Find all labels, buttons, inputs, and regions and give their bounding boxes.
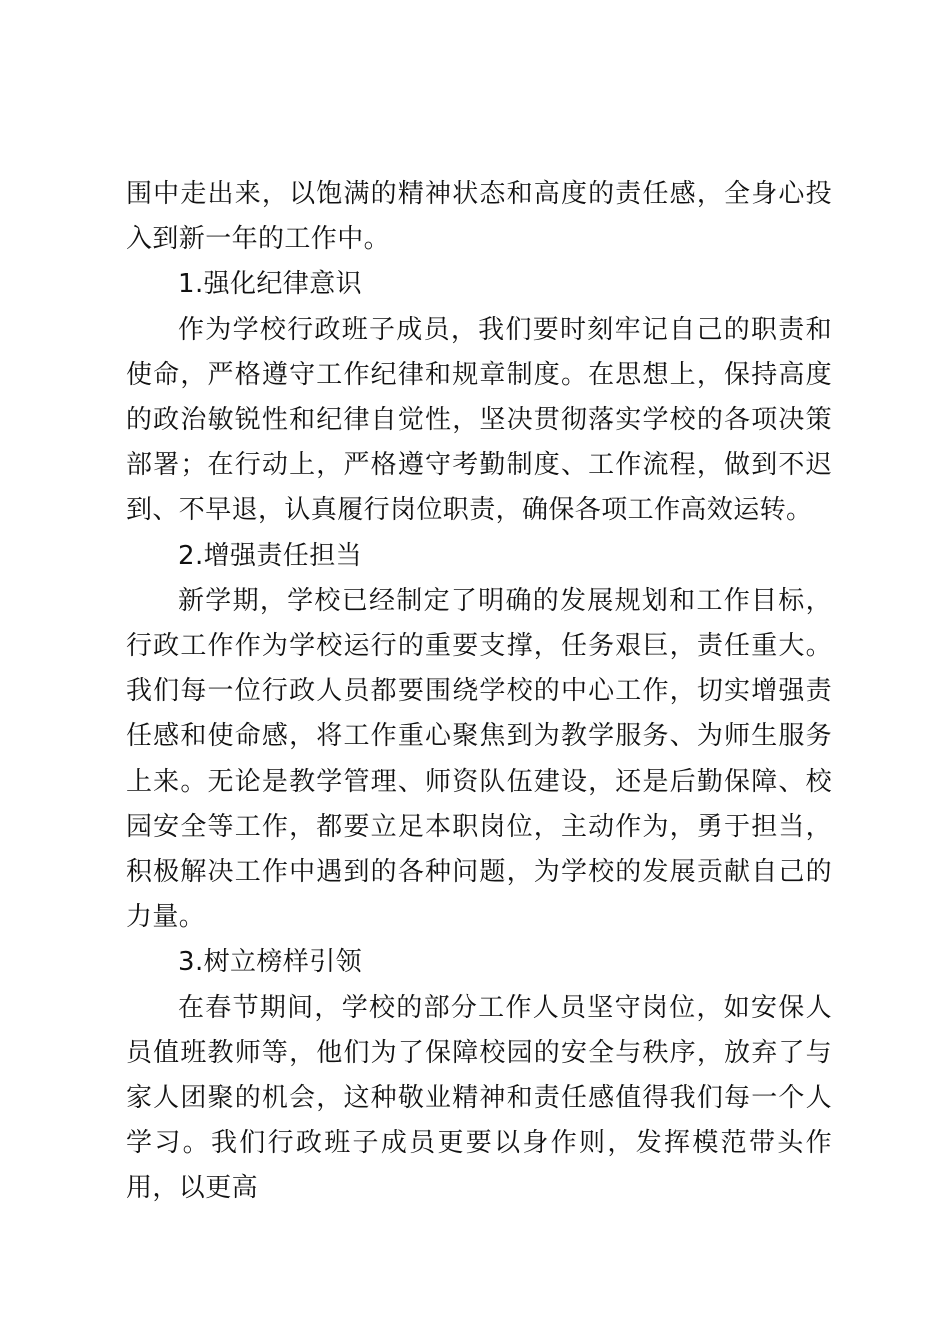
paragraph-discipline: 作为学校行政班子成员，我们要时刻牢记自己的职责和使命，严格遵守工作纪律和规章制度。在思想上，保持高度的政治敏锐性和纪律自觉性，坚决贯彻落实学校的各项决策部署；在行动上，严格遵守考勤制度、工作流程，做到不迟到、不早退，认真履行岗位职责，确保各项工作高效运转。 [126, 314, 832, 526]
paragraph-role-model: 在春节期间，学校的部分工作人员坚守岗位，如安保人员值班教师等，他们为了保障校园的安全与秩序，放弃了与家人团聚的机会，这种敬业精神和责任感值得我们每一个人学习。我们行政班子成员更要以身作则，发挥模范带头作用，以更高 [126, 992, 832, 1204]
section-heading-responsibility: 2.增强责任担当 [178, 540, 363, 571]
section-heading-role-model: 3.树立榜样引领 [178, 947, 363, 978]
document-body [126, 172, 832, 1212]
paragraph-continuation: 围中走出来，以饱满的精神状态和高度的责任感，全身心投入到新一年的工作中。 [126, 179, 832, 255]
paragraph-responsibility: 新学期，学校已经制定了明确的发展规划和工作目标，行政工作作为学校运行的重要支撑，任务艰巨，责任重大。我们每一位行政人员都要围绕学校的中心工作，切实增强责任感和使命感，将工作重心聚焦到为教学服务、为师生服务上来。无论是教学管理、师资队伍建设，还是后勤保障、校园安全等工作，都要立足本职岗位，主动作为，勇于担当，积极解决工作中遇到的各种问题，为学校的发展贡献自己的力量。 [126, 585, 832, 933]
section-heading-discipline: 1.强化纪律意识 [178, 269, 363, 300]
